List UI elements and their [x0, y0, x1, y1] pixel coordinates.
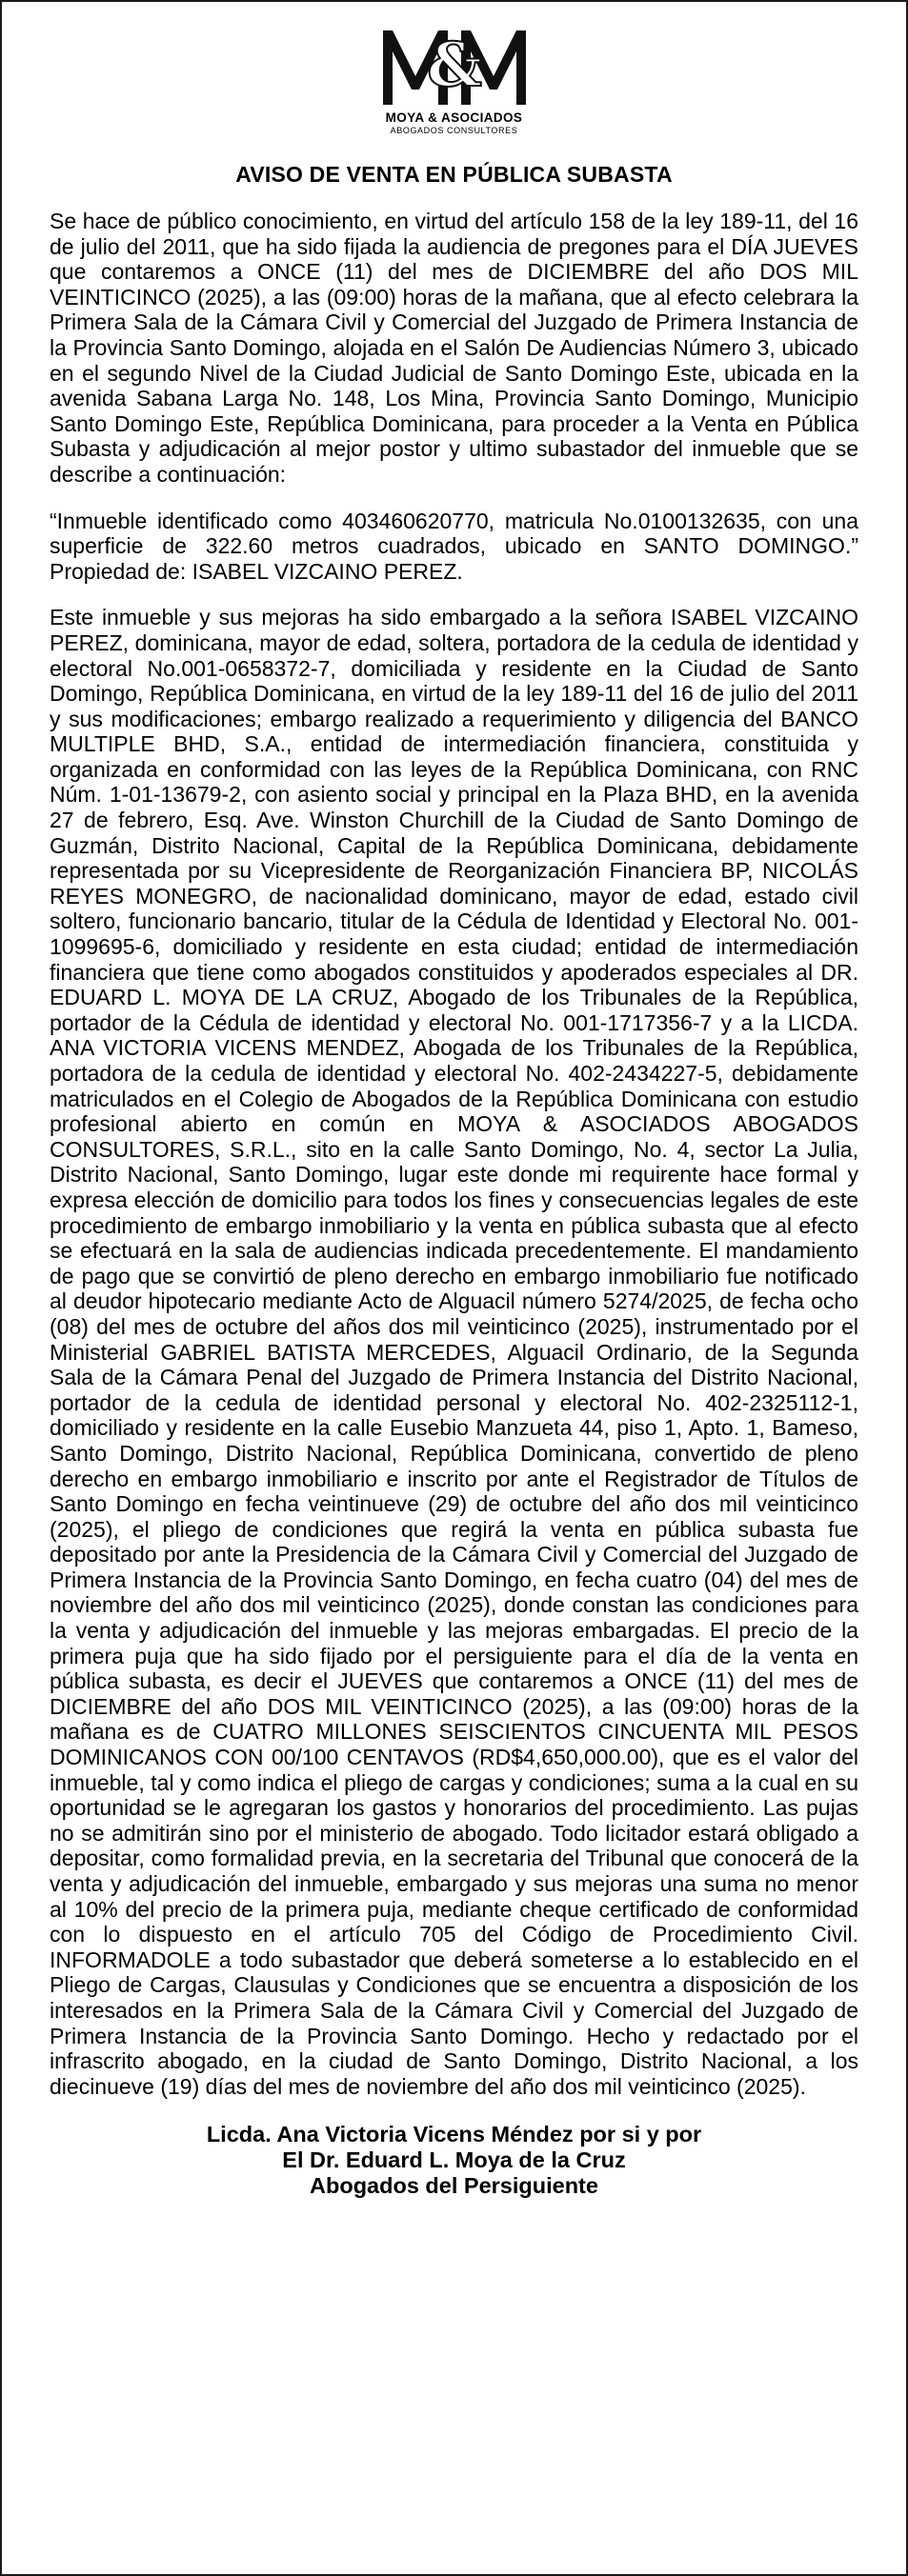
law-firm-logo	[50, 23, 858, 135]
signature-line-2: El Dr. Eduard L. Moya de la Cruz	[282, 2147, 626, 2173]
signature-block	[50, 2122, 858, 2199]
svg-text:&: &	[426, 30, 482, 101]
notice-title: AVISO DE VENTA EN PÚBLICA SUBASTA	[235, 162, 673, 187]
paragraph-seizure-details: Este inmueble y sus mejoras ha sido embargado a la señora ISABEL VIZCAINO PEREZ, dominicana, mayor de edad, soltera, portadora de la cedula de identidad y electoral No.001-0658372-7, domiciliada y residente en la Ciudad de Santo Domingo, República Dominicana, en virtud de la ley 189-11 del 16 de julio del 2011 y sus modificaciones; embargo realizado a requerimiento y diligencia del BANCO MULTIPLE BHD, S.A., entidad de intermediación financiera, constituida y organizada en conformidad con las leyes de la República Dominicana, con RNC Núm. 1-01-13679-2, con asiento social y principal en la Plaza BHD, en la avenida 27 de febrero, Esq. Ave. Winston Churchill de la Ciudad de Santo Domingo de Guzmán, Distrito Nacional, Capital de la República Dominicana, debidamente representada por su Vicepresidente de Reorganización Financiera BP, NICOLÁS REYES MONEGRO, de nacionalidad dominicano, mayor de edad, estado civil soltero, funcionario bancario, titular de la Cédula de Identidad y Electoral No. 001-1099695-6, domiciliado y residente en esta ciudad; entidad de intermediación financiera que tiene como abogados constituidos y apoderados especiales al DR. EDUARD L. MOYA DE LA CRUZ, Abogado de los Tribunales de la República, portador de la Cédula de identidad y electoral No. 001-1717356-7 y a la LICDA. ANA VICTORIA VICENS MENDEZ, Abogada de los Tribunales de la República, portadora de la cedula de identidad y electoral No. 402-2434227-5, debidamente matriculados en el Colegio de Abogados de la República Dominicana con estudio profesional abierto en común en MOYA & ASOCIADOS ABOGADOS CONSULTORES, S.R.L., sito en la calle Santo Domingo, No. 4, sector La Julia, Distrito Nacional, Santo Domingo, lugar este donde mi requirente hace formal y expresa elección de domicilio para todos los fines y consecuencias legales de este procedimiento de embargo inmobiliario y la venta en pública subasta que al efecto se efectuará en la sala de audiencias indicada precedentemente. El mandamiento de pago que se convirtió de pleno derecho en embargo inmobiliario fue notificado al deudor hipotecario mediante Acto de Alguacil número 5274/2025, de fecha ocho (08) del mes de octubre del años dos mil veinticinco (2025), instrumentado por el Ministerial GABRIEL BATISTA MERCEDES, Alguacil Ordinario, de la Segunda Sala de la Cámara Penal del Juzgado de Primera Instancia del Distrito Nacional, portador de la cedula de identidad personal y electoral No. 402-2325112-1, domiciliado y residente en la calle Eusebio Manzueta 44, piso 1, Apto. 1, Bameso, Santo Domingo, Distrito Nacional, República Dominicana, convertido de pleno derecho en embargo inmobiliario e inscrito por ante el Registrador de Títulos de Santo Domingo en fecha veintinueve (29) de octubre del año dos mil veinticinco (2025), el pliego de condiciones que regirá la venta en pública subasta fue depositado por ante la Presidencia de la Cámara Civil y Comercial del Juzgado de Primera Instancia de la Provincia Santo Domingo, en fecha cuatro (04) del mes de noviembre del año dos mil veinticinco (2025), donde constan las condiciones para la venta y adjudicación del inmueble y las mejoras embargadas. El precio de la primera puja que ha sido fijado por el persiguiente para el día de la venta en pública subasta, es decir el JUEVES que contaremos a ONCE (11) del mes de DICIEMBRE del año DOS MIL VEINTICINCO (2025), a las (09:00) horas de la mañana es de CUATRO MILLONES SEISCIENTOS CINCUENTA MIL PESOS DOMINICANOS CON 00/100 CENTAVOS (RD$4,650,000.00), que es el valor del inmueble, tal y como indica el pliego de cargas y condiciones; suma a la cual en su oportunidad se le agregaran los gastos y honorarios del procedimiento. Las pujas no se admitirán sino por el ministerio de abogado. Todo licitador estará obligado a depositar, como formalidad previa, en la secretaria del Tribunal que conocerá de la venta y adjudicación del inmueble, embargado y sus mejoras una suma no menor al 10% del precio de la primera puja, mediante cheque certificado de conformidad con lo dispuesto en el artículo 705 del Código de Procedimiento Civil. INFORMADOLE a todo subastador que deberá someterse a lo establecido en el Pliego de Cargas, Clausulas y Condiciones que se encuentra a disposición de los interesados en la Primera Sala de la Cámara Civil y Comercial del Juzgado de Primera Instancia de la Provincia Santo Domingo. Hecho y redactado por el infrascrito abogado, en la ciudad de Santo Domingo, Distrito Nacional, a los diecinueve (19) días del mes de noviembre del año dos mil veinticinco (2025).	[50, 605, 858, 2099]
logo-firm-subtitle: ABOGADOS CONSULTORES	[390, 126, 518, 135]
monogram-logo-icon	[373, 23, 535, 109]
paragraph-hearing: Se hace de público conocimiento, en virtud del artículo 158 de la ley 189-11, del 16 de julio del 2011, que ha sido fijada la audiencia de pregones para el DÍA JUEVES que contaremos a ONCE (11) del mes de DICIEMBRE del año DOS MIL VEINTICINCO (2025), a las (09:00) horas de la mañana, que al efecto celebrara la Primera Sala de la Cámara Civil y Comercial del Juzgado de Primera Instancia de la Provincia Santo Domingo, alojada en el Salón De Audiencias Número 3, ubicado en el segundo Nivel de la Ciudad Judicial de Santo Domingo Este, ubicada en la avenida Sabana Larga No. 148, Los Mina, Provincia Santo Domingo, Municipio Santo Domingo Este, República Dominicana, para proceder a la Venta en Pública Subasta y adjudicación al mejor postor y ultimo subastador del inmueble que se describe a continuación:	[50, 209, 858, 487]
signature-line-1: Licda. Ana Victoria Vicens Méndez por si y por	[206, 2122, 702, 2147]
paragraph-property: “Inmueble identificado como 403460620770, matricula No.0100132635, con una superficie de 322.60 metros cuadrados, ubicado en SANTO DOMINGO.” Propiedad de: ISABEL VIZCAINO PEREZ.	[50, 508, 858, 584]
signature-line-3: Abogados del Persiguiente	[310, 2173, 598, 2199]
logo-firm-name: MOYA & ASOCIADOS	[385, 110, 523, 125]
